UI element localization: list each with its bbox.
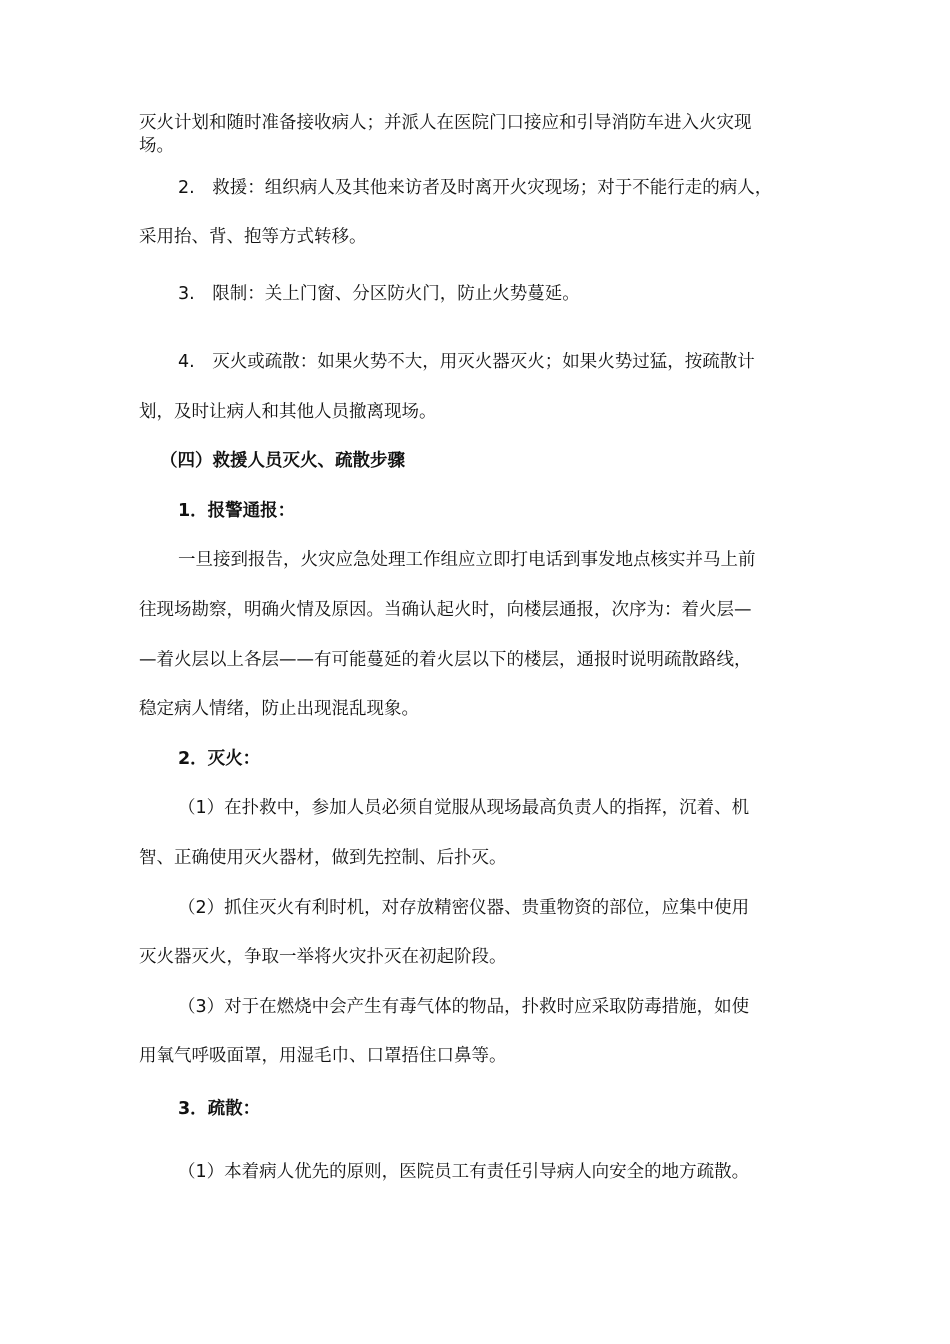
paragraph-line: 一旦接到报告，火灾应急处理工作组应立即打电话到事发地点核实并马上前 [178, 550, 756, 570]
section-heading: （四）救援人员灭火、疏散步骤 [160, 451, 405, 471]
subheading-evacuate: 3．疏散： [178, 1099, 261, 1119]
list-item-extinguish: 4. 灭火或疏散：如果火势不大，用灭火器灭火；如果火势过猛，按疏散计 [178, 352, 755, 372]
paragraph-line: —着火层以上各层——有可能蔓延的着火层以下的楼层，通报时说明疏散路线， [139, 650, 752, 670]
subheading-alarm: 1．报警通报： [178, 501, 296, 521]
paragraph-line: 采用抬、背、抱等方式转移。 [139, 227, 367, 247]
paragraph-line: 往现场勘察，明确火情及原因。当确认起火时，向楼层通报，次序为：着火层— [139, 600, 752, 620]
paragraph-line: 稳定病人情绪，防止出现混乱现象。 [139, 699, 419, 719]
list-item-rescue: 2. 救援：组织病人及其他来访者及时离开火灾现场；对于不能行走的病人， [178, 178, 773, 198]
paragraph-line: （3）对于在燃烧中会产生有毒气体的物品，扑救时应采取防毒措施，如使 [178, 997, 750, 1017]
paragraph-line: 场。 [139, 136, 174, 156]
paragraph-line: 划，及时让病人和其他人员撤离现场。 [139, 402, 437, 422]
paragraph-line: 灭火器灭火，争取一举将火灾扑灭在初起阶段。 [139, 947, 507, 967]
paragraph-line: 灭火计划和随时准备接收病人；并派人在医院门口接应和引导消防车进入火灾现 [139, 113, 752, 133]
list-item-restrict: 3. 限制：关上门窗、分区防火门，防止火势蔓延。 [178, 284, 580, 304]
paragraph-line: （1）本着病人优先的原则，医院员工有责任引导病人向安全的地方疏散。 [178, 1162, 750, 1182]
paragraph-line: 用氧气呼吸面罩，用湿毛巾、口罩捂住口鼻等。 [139, 1046, 507, 1066]
paragraph-line: （2）抓住灭火有利时机，对存放精密仪器、贵重物资的部位，应集中使用 [178, 898, 750, 918]
subheading-extinguish: 2．灭火： [178, 749, 261, 769]
paragraph-line: （1）在扑救中，参加人员必须自觉服从现场最高负责人的指挥，沉着、机 [178, 798, 750, 818]
paragraph-line: 智、正确使用灭火器材，做到先控制、后扑灭。 [139, 848, 507, 868]
